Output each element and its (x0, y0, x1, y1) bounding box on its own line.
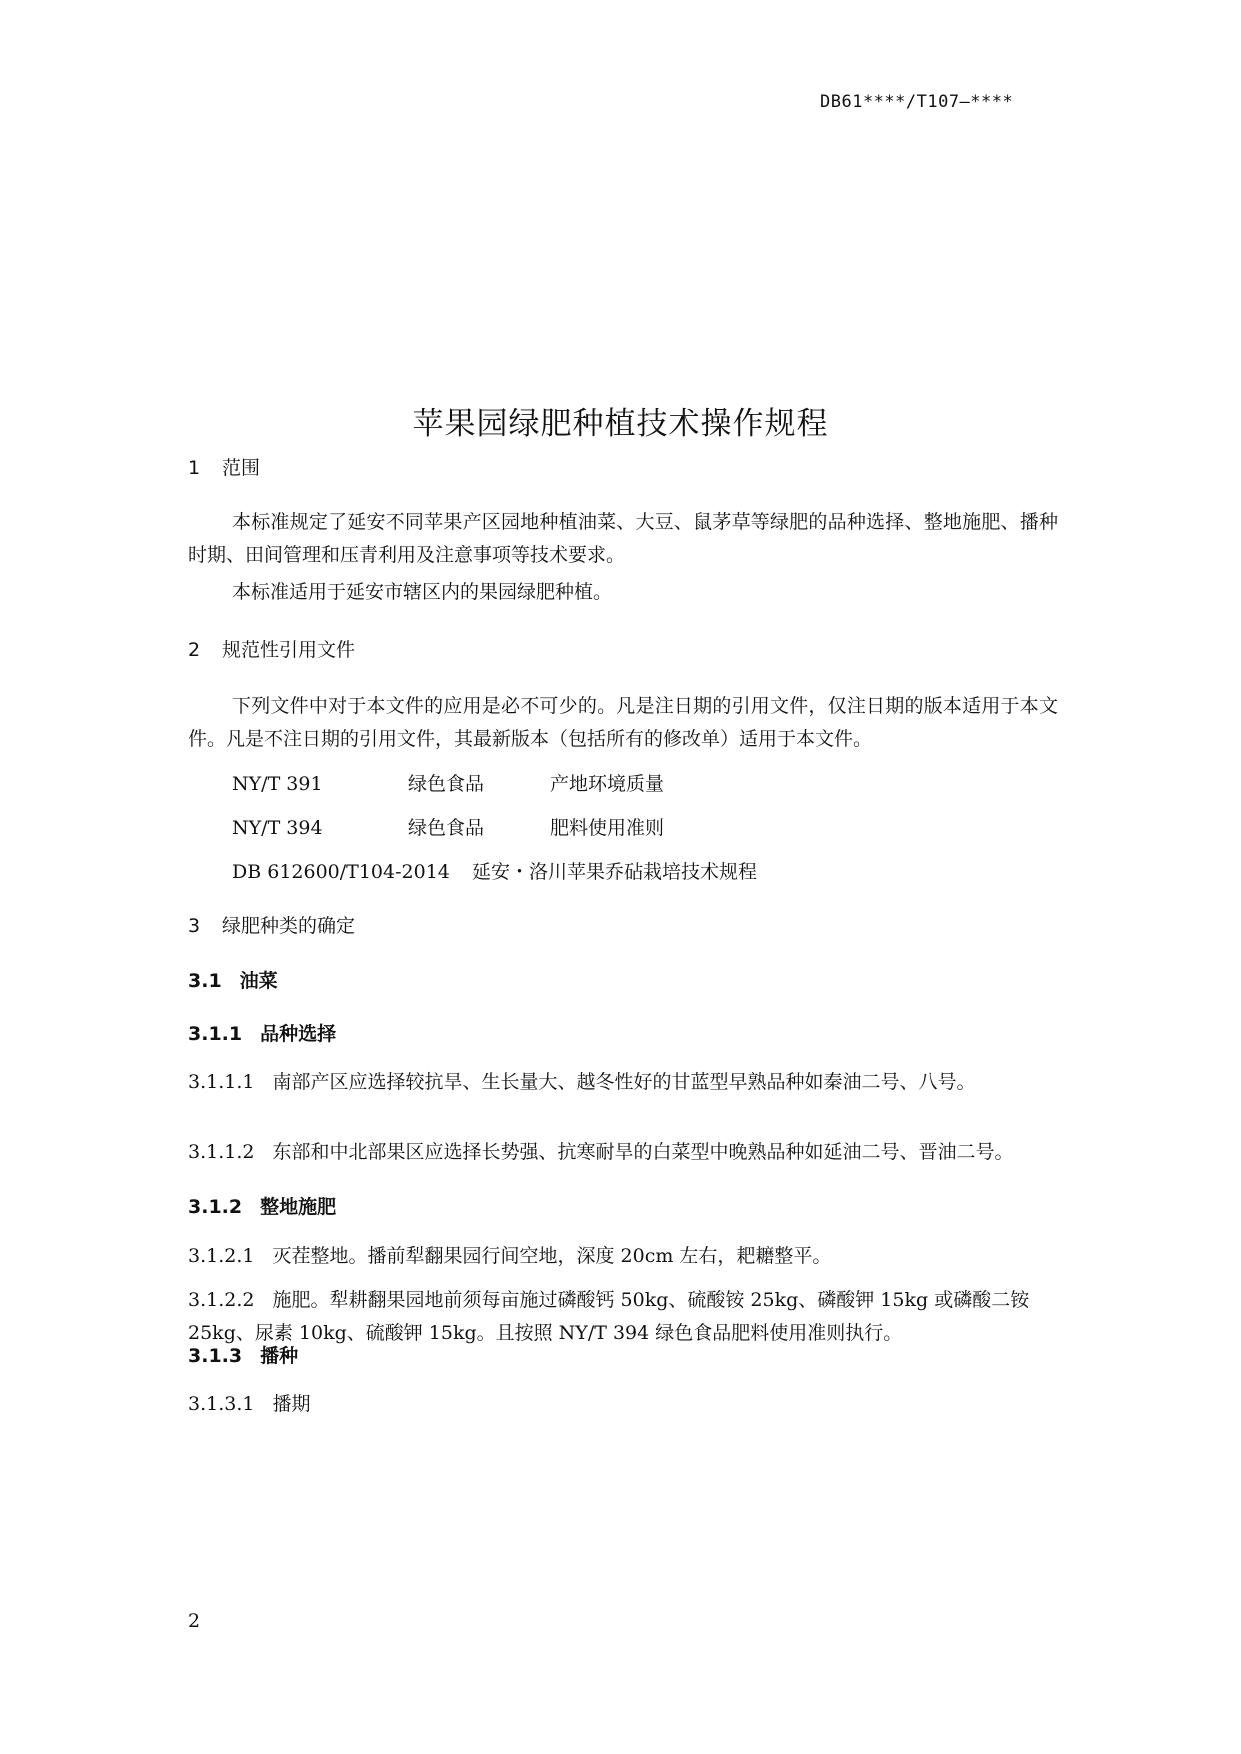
section-number: 1 (188, 457, 201, 479)
clause-text: 灭茬整地。播前犁翻果园行间空地，深度 20cm 左右，耙耱整平。 (272, 1245, 832, 1267)
clause-item (188, 1388, 1058, 1421)
section-title: 油菜 (239, 970, 278, 992)
clause-text: 南部产区应选择较抗旱、生长量大、越冬性好的甘蓝型早熟品种如秦油二号、八号。 (272, 1071, 976, 1093)
section-title: 品种选择 (260, 1023, 337, 1045)
paragraph-scope-1: 本标准规定了延安不同苹果产区园地种植油菜、大豆、鼠茅草等绿肥的品种选择、整地施肥、播种时期、田间管理和压青利用及注意事项等技术要求。 (188, 511, 1058, 566)
subsection-heading-3-1 (188, 965, 1058, 998)
reference-item (232, 812, 1102, 845)
paragraph-scope-2: 本标准适用于延安市辖区内的果园绿肥种植。 (232, 581, 613, 603)
page-number: 2 (188, 1610, 201, 1632)
reference-category: 绿色食品 (408, 817, 485, 839)
clause-item (188, 1136, 1058, 1169)
section-title: 整地施肥 (260, 1196, 337, 1218)
clause-text: 播期 (272, 1393, 311, 1415)
reference-title: 肥料使用准则 (550, 817, 665, 839)
reference-title: 延安・洛川苹果乔砧栽培技术规程 (472, 861, 758, 883)
section-number: 3.1.3 (188, 1345, 243, 1367)
paragraph-references: 下列文件中对于本文件的应用是必不可少的。凡是注日期的引用文件，仅注日期的版本适用于本文件。凡是不注日期的引用文件，其最新版本（包括所有的修改单）适用于本文件。 (188, 695, 1058, 750)
clause-item (188, 1066, 1058, 1099)
clause-item (188, 1240, 1058, 1273)
section-title: 绿肥种类的确定 (222, 915, 356, 937)
reference-code: NY/T 391 (232, 773, 323, 795)
reference-code: NY/T 394 (232, 817, 323, 839)
section-title: 播种 (260, 1345, 299, 1367)
reference-item (232, 856, 1102, 889)
reference-category: 绿色食品 (408, 773, 485, 795)
section-number: 3.1.1 (188, 1023, 243, 1045)
section-number: 3.1 (188, 970, 222, 992)
reference-item (232, 768, 1102, 801)
page-title: 苹果园绿肥种植技术操作规程 (412, 406, 829, 442)
section-title: 范围 (222, 457, 261, 479)
section-heading-1 (188, 452, 1058, 485)
section-number: 2 (188, 639, 201, 661)
subsection-heading-3-1-3 (188, 1340, 1058, 1373)
clause-number: 3.1.1.1 (188, 1071, 255, 1093)
clause-text: 东部和中北部果区应选择长势强、抗寒耐旱的白菜型中晚熟品种如延油二号、晋油二号。 (272, 1141, 1014, 1163)
subsection-heading-3-1-2 (188, 1191, 1058, 1224)
section-number: 3.1.2 (188, 1196, 243, 1218)
section-heading-2 (188, 634, 1058, 667)
clause-number: 3.1.1.2 (188, 1141, 255, 1163)
standard-code: DB61****/T107—**** (820, 92, 1014, 112)
section-number: 3 (188, 915, 201, 937)
clause-number: 3.1.2.1 (188, 1245, 255, 1267)
clause-number: 3.1.2.2 (188, 1289, 255, 1311)
subsection-heading-3-1-1 (188, 1018, 1058, 1051)
section-heading-3 (188, 910, 1058, 943)
reference-code: DB 612600/T104-2014 (232, 861, 450, 883)
clause-number: 3.1.3.1 (188, 1393, 255, 1415)
reference-title: 产地环境质量 (550, 773, 665, 795)
clause-text: 施肥。犁耕翻果园地前须每亩施过磷酸钙 50kg、硫酸铵 25kg、磷酸钾 15kg 或磷酸二铵 25kg、尿素 10kg、硫酸钾 15kg。且按照 NY/T 394 绿色食品肥料使用准则执行。 (188, 1289, 1030, 1344)
section-title: 规范性引用文件 (222, 639, 356, 661)
